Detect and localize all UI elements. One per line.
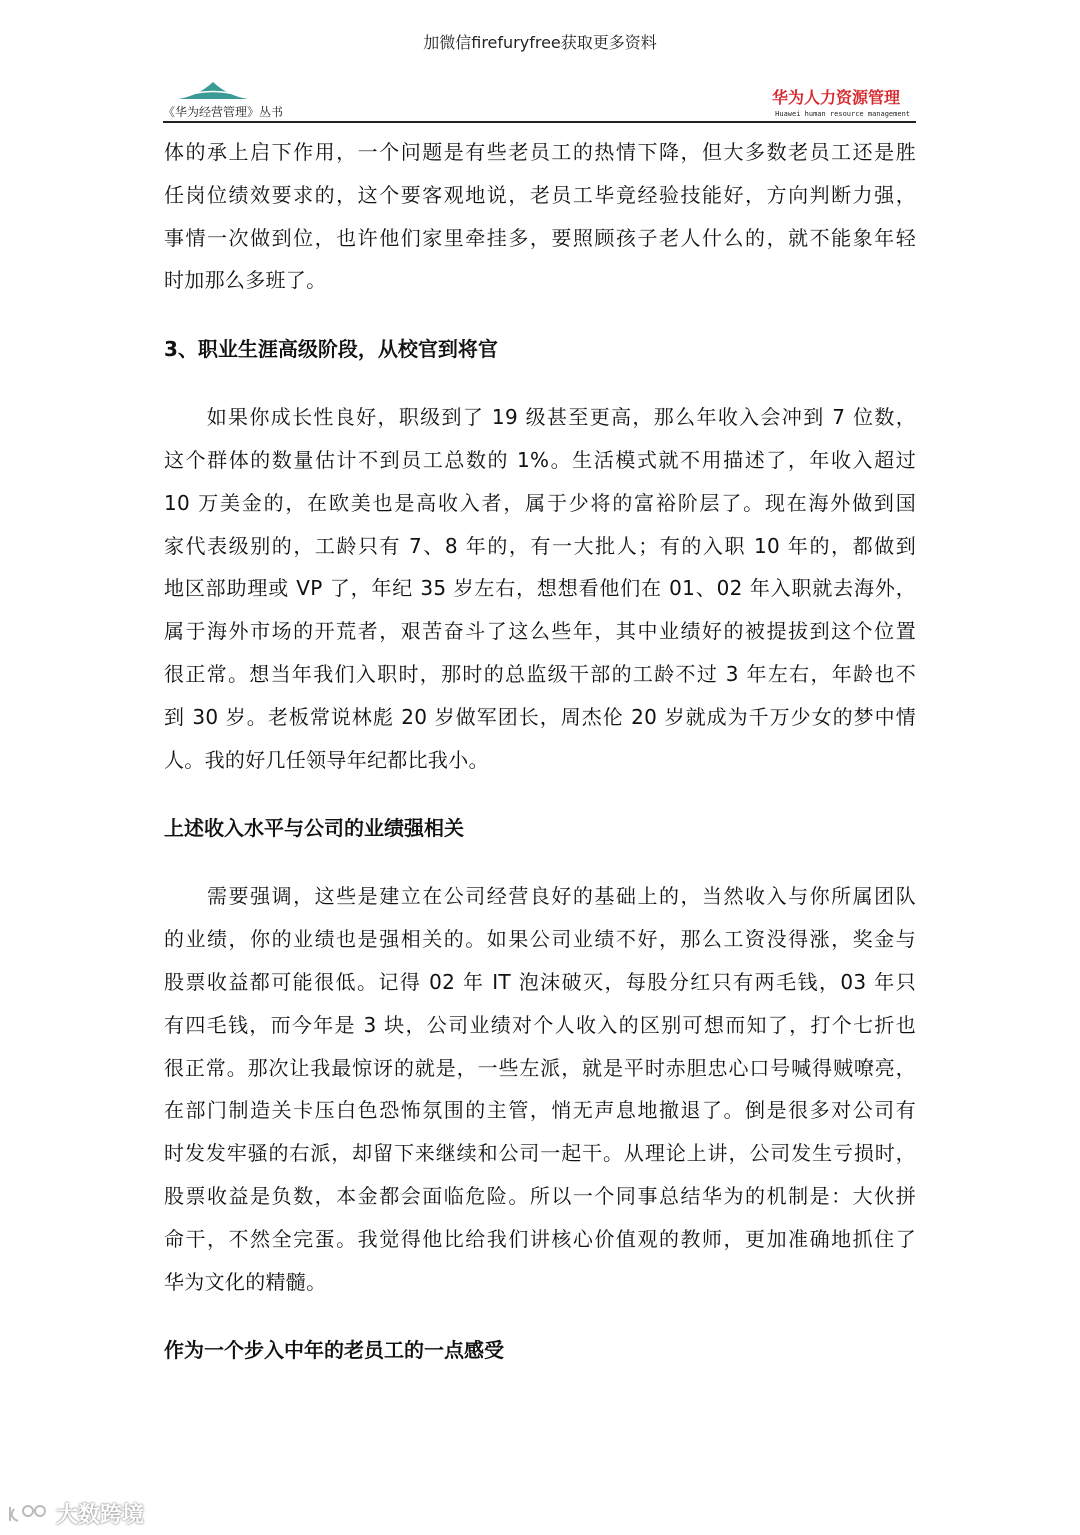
series-title: 《华为经营管理》丛书 [163, 105, 284, 119]
top-note: 加微信firefuryfree获取更多资料 [423, 33, 657, 52]
text-line: 的业绩，你的业绩也是强相关的。如果公司业绩不好，那么工资没得涨，奖金与 [164, 927, 916, 952]
section-heading: 上述收入水平与公司的业绩强相关 [164, 816, 464, 841]
section-heading: 作为一个步入中年的老员工的一点感受 [164, 1338, 504, 1363]
text-line: 时发发牢骚的右派，却留下来继续和公司一起干。从理论上讲，公司发生亏损时， [164, 1141, 916, 1166]
brand-subtitle: Huawei human resource management [775, 110, 910, 118]
text-line: 命干，不然全完蛋。我觉得他比给我们讲核心价值观的教师，更加准确地抓住了 [164, 1226, 916, 1251]
text-line: 股票收益都可能很低。记得 02 年 IT 泡沫破灭，每股分红只有两毛钱，03 年只 [164, 969, 916, 994]
text-line: 体的承上启下作用，一个问题是有些老员工的热情下降，但大多数老员工还是胜 [164, 140, 916, 164]
text-line: 这个群体的数量估计不到员工总数的 1%。生活模式就不用描述了，年收入超过 [164, 447, 916, 472]
text-line: 需要强调，这些是建立在公司经营良好的基础上的，当然收入与你所属团队 [164, 884, 916, 909]
paragraph [164, 402, 916, 787]
watermark-text: 大数跨境 [56, 1503, 145, 1528]
text-line: 10 万美金的，在欧美也是高收入者，属于少将的富裕阶层了。现在海外做到国 [164, 490, 916, 515]
text-line: 人。我的好几任领导年纪都比我小。 [164, 747, 489, 772]
text-line: 华为文化的精髓。 [164, 1269, 327, 1294]
mountain-logo-icon [178, 80, 248, 100]
header-rule [163, 121, 916, 123]
text-line: 有四毛钱，而今年是 3 块，公司业绩对个人收入的区别可想而知了，打个七折也 [164, 1012, 916, 1037]
paragraph [164, 881, 916, 1309]
text-line: 时加那么多班了。 [164, 268, 327, 293]
paragraph [164, 137, 916, 308]
text-line: 如果你成长性良好，职级到了 19 级甚至更高，那么年收入会冲到 7 位数， [164, 405, 916, 430]
text-line: 股票收益是负数，本金都会面临危险。所以一个同事总结华为的机制是：大伙拼 [164, 1183, 916, 1208]
text-line: 属于海外市场的开荒者，艰苦奋斗了这么些年，其中业绩好的被提拔到这个位置 [164, 619, 916, 644]
watermark-logo-icon [6, 1503, 50, 1525]
text-line: 任岗位绩效要求的，这个要客观地说，老员工毕竟经验技能好，方向判断力强， [164, 182, 916, 207]
text-line: 很正常。想当年我们入职时，那时的总监级干部的工龄不过 3 年左右，年龄也不 [164, 661, 916, 686]
text-line: 事情一次做到位，也许他们家里牵挂多，要照顾孩子老人什么的，就不能象年轻 [164, 225, 916, 250]
watermark [6, 1498, 144, 1529]
brand-title: 华为人力资源管理 [771, 88, 900, 107]
text-line: 地区部助理或 VP 了，年纪 35 岁左右，想想看他们在 01、02 年入职就去海外， [164, 576, 916, 601]
text-line: 在部门制造关卡压白色恐怖氛围的主管，悄无声息地撤退了。倒是很多对公司有 [164, 1098, 916, 1123]
section-heading: 3、职业生涯高级阶段，从校官到将官 [164, 337, 498, 362]
text-line: 家代表级别的，工龄只有 7、8 年的，有一大批人；有的入职 10 年的，都做到 [164, 533, 916, 558]
text-line: 很正常。那次让我最惊讶的就是，一些左派，就是平时赤胆忠心口号喊得贼嘹亮， [164, 1055, 916, 1080]
document-body [164, 137, 916, 1403]
text-line: 到 30 岁。老板常说林彪 20 岁做军团长，周杰伦 20 岁就成为千万少女的梦中情 [164, 704, 916, 729]
